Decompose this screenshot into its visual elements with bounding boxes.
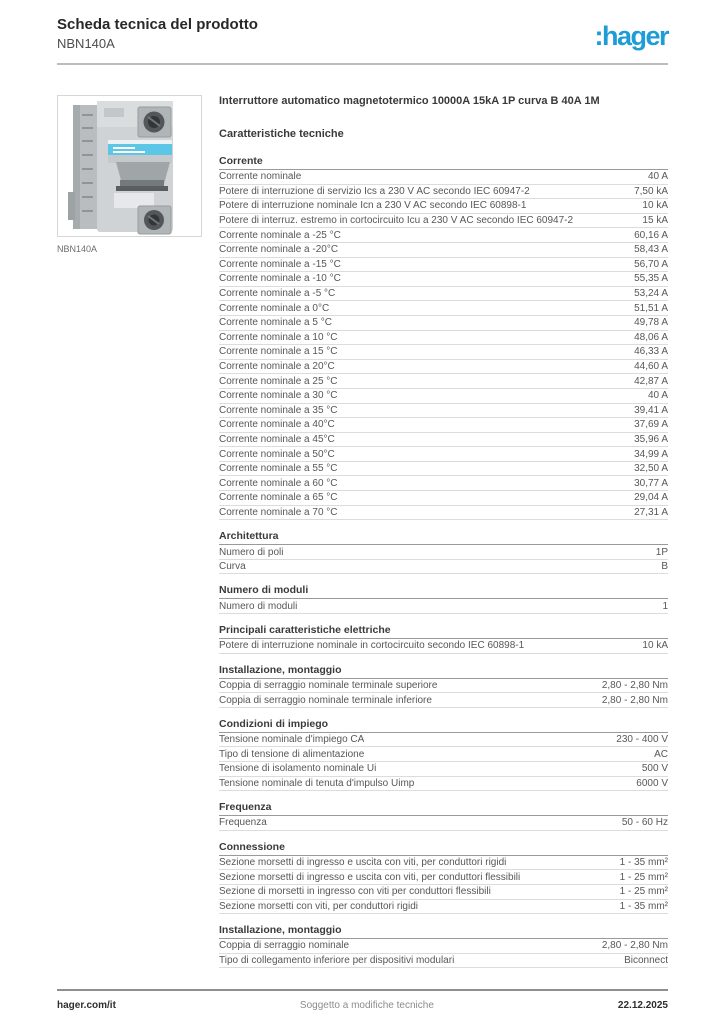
spec-value: 10 kA: [642, 200, 668, 212]
spec-label: Corrente nominale a 45°C: [219, 433, 335, 445]
spec-value: 58,43 A: [634, 244, 668, 256]
spec-row: [219, 777, 668, 792]
spec-row: [219, 170, 668, 185]
spec-value: 32,50 A: [634, 463, 668, 475]
spec-label: Corrente nominale a 50°C: [219, 448, 335, 460]
spec-value: 39,41 A: [634, 404, 668, 416]
spec-row: [219, 374, 668, 389]
spec-value: 7,50 kA: [634, 185, 668, 197]
spec-row: [219, 762, 668, 777]
spec-value: 10 kA: [642, 640, 668, 652]
spec-section: [219, 584, 668, 614]
spec-label: Tipo di collegamento inferiore per dispositivi modulari: [219, 955, 455, 967]
spec-label: Tipo di tensione di alimentazione: [219, 748, 365, 760]
spec-row: [219, 545, 668, 560]
spec-row: [219, 462, 668, 477]
spec-column: [219, 95, 668, 968]
footer-divider: [57, 989, 668, 991]
spec-section-title: Principali caratteristiche elettriche: [219, 624, 668, 639]
spec-value: 48,06 A: [634, 331, 668, 343]
spec-label: Corrente nominale a 35 °C: [219, 404, 338, 416]
spec-label: Sezione morsetti di ingresso e uscita con viti, per conduttori flessibili: [219, 871, 521, 883]
spec-value: 27,31 A: [634, 506, 668, 518]
spec-value: 50 - 60 Hz: [621, 817, 668, 829]
spec-value: 1P: [655, 546, 668, 558]
spec-value: 60,16 A: [634, 229, 668, 241]
spec-value: 1 - 25 mm²: [619, 886, 668, 898]
spec-value: 1 - 35 mm²: [619, 900, 668, 912]
spec-value: 35,96 A: [634, 433, 668, 445]
spec-label: Sezione morsetti di ingresso e uscita con viti, per conduttori rigidi: [219, 857, 507, 869]
spec-row: [219, 404, 668, 419]
spec-row: [219, 389, 668, 404]
spec-row: [219, 185, 668, 200]
spec-section: [219, 841, 668, 914]
spec-row: [219, 900, 668, 915]
spec-row: [219, 639, 668, 654]
spec-value: 15 kA: [642, 215, 668, 227]
footer-website: hager.com/it: [57, 1000, 116, 1011]
product-title: Interruttore automatico magnetotermico 10000A 15kA 1P curva B 40A 1M: [219, 95, 600, 107]
spec-value: AC: [654, 748, 668, 760]
header-divider: [57, 63, 668, 65]
spec-section-title: Frequenza: [219, 801, 668, 816]
spec-section-title: Connessione: [219, 841, 668, 856]
spec-row: [219, 599, 668, 614]
spec-label: Potere di interruzione di servizio Ics a 230 V AC secondo IEC 60947-2: [219, 185, 530, 197]
spec-label: Corrente nominale a 25 °C: [219, 375, 338, 387]
spec-label: Corrente nominale a 30 °C: [219, 390, 338, 402]
spec-label: Coppia di serraggio nominale: [219, 940, 350, 952]
page-title: Scheda tecnica del prodotto: [57, 16, 258, 33]
spec-label: Corrente nominale a 60 °C: [219, 477, 338, 489]
spec-label: Corrente nominale a 70 °C: [219, 506, 338, 518]
spec-label: Coppia di serraggio nominale terminale inferiore: [219, 694, 432, 706]
page-header: [57, 0, 668, 52]
spec-row: [219, 331, 668, 346]
characteristics-heading: Caratteristiche tecniche: [219, 128, 344, 140]
spec-value: 2,80 - 2,80 Nm: [601, 679, 668, 691]
footer-date: 22.12.2025: [617, 1000, 668, 1011]
product-image-caption: NBN140A: [57, 244, 98, 254]
spec-section: [219, 155, 668, 520]
spec-row: [219, 476, 668, 491]
spec-value: 42,87 A: [634, 375, 668, 387]
spec-label: Sezione morsetti con viti, per conduttori rigidi: [219, 900, 418, 912]
spec-label: Corrente nominale a 40°C: [219, 419, 335, 431]
spec-label: Tensione nominale d'impiego CA: [219, 734, 365, 746]
spec-value: 34,99 A: [634, 448, 668, 460]
spec-section-title: Numero di moduli: [219, 584, 668, 599]
spec-row: [219, 560, 668, 575]
spec-row: [219, 885, 668, 900]
spec-row: [219, 258, 668, 273]
product-image: [57, 95, 202, 237]
spec-section: [219, 624, 668, 654]
spec-label: Frequenza: [219, 817, 267, 829]
spec-row: [219, 272, 668, 287]
product-code: NBN140A: [57, 36, 115, 51]
spec-label: Potere di interruzione nominale in cortocircuito secondo IEC 60898-1: [219, 640, 525, 652]
product-image-column: [57, 95, 219, 968]
spec-value: 49,78 A: [634, 317, 668, 329]
spec-row: [219, 816, 668, 831]
spec-label: Corrente nominale: [219, 171, 302, 183]
spec-sections: [219, 155, 668, 968]
spec-row: [219, 228, 668, 243]
spec-section: [219, 801, 668, 831]
spec-row: [219, 856, 668, 871]
spec-row: [219, 954, 668, 969]
spec-value: 46,33 A: [634, 346, 668, 358]
spec-row: [219, 491, 668, 506]
spec-value: 29,04 A: [634, 492, 668, 504]
spec-row: [219, 679, 668, 694]
spec-value: 53,24 A: [634, 288, 668, 300]
footer-note: Soggetto a modifiche tecniche: [299, 1000, 434, 1011]
spec-label: Corrente nominale a 15 °C: [219, 346, 338, 358]
spec-label: Sezione di morsetti in ingresso con viti per conduttori flessibili: [219, 886, 491, 898]
spec-row: [219, 870, 668, 885]
spec-row: [219, 506, 668, 521]
spec-row: [219, 243, 668, 258]
spec-section-title: Corrente: [219, 155, 668, 170]
spec-label: Curva: [219, 561, 246, 573]
spec-value: 56,70 A: [634, 258, 668, 270]
spec-value: 230 - 400 V: [616, 734, 668, 746]
spec-value: 1 - 35 mm²: [619, 857, 668, 869]
page-footer: [57, 989, 668, 1011]
spec-value: 40 A: [647, 171, 668, 183]
spec-row: [219, 316, 668, 331]
spec-label: Corrente nominale a 5 °C: [219, 317, 332, 329]
spec-value: 44,60 A: [634, 361, 668, 373]
spec-section: [219, 718, 668, 791]
spec-value: Biconnect: [624, 955, 668, 967]
spec-label: Corrente nominale a -20°C: [219, 244, 339, 256]
spec-label: Corrente nominale a -15 °C: [219, 258, 341, 270]
spec-label: Corrente nominale a -5 °C: [219, 288, 336, 300]
mcb-illustration: [58, 96, 202, 237]
spec-label: Potere di interruz. estremo in cortocircuito Icu a 230 V AC secondo IEC 60947-2: [219, 215, 574, 227]
spec-label: Numero di poli: [219, 546, 284, 558]
main-content: [57, 95, 668, 968]
spec-label: Potere di interruzione nominale Icn a 230 V AC secondo IEC 60898-1: [219, 200, 527, 212]
spec-label: Corrente nominale a 55 °C: [219, 463, 338, 475]
spec-value: 500 V: [641, 763, 668, 775]
spec-label: Tensione nominale di tenuta d'impulso Uimp: [219, 777, 415, 789]
hager-logo: :hager: [594, 21, 668, 51]
footer-row: [57, 1000, 668, 1011]
spec-row: [219, 693, 668, 708]
spec-row: [219, 287, 668, 302]
spec-value: 40 A: [647, 390, 668, 402]
spec-row: [219, 418, 668, 433]
spec-row: [219, 939, 668, 954]
spec-section: [219, 530, 668, 574]
spec-row: [219, 301, 668, 316]
spec-row: [219, 433, 668, 448]
spec-label: Corrente nominale a -25 °C: [219, 229, 341, 241]
spec-value: B: [661, 561, 668, 573]
spec-section-title: Installazione, montaggio: [219, 924, 668, 939]
spec-label: Numero di moduli: [219, 600, 298, 612]
spec-row: [219, 214, 668, 229]
spec-row: [219, 447, 668, 462]
spec-label: Corrente nominale a 0°C: [219, 302, 330, 314]
spec-label: Tensione di isolamento nominale Ui: [219, 763, 377, 775]
spec-value: 55,35 A: [634, 273, 668, 285]
spec-section-title: Architettura: [219, 530, 668, 545]
spec-row: [219, 733, 668, 748]
spec-row: [219, 345, 668, 360]
spec-value: 30,77 A: [634, 477, 668, 489]
spec-row: [219, 199, 668, 214]
spec-label: Corrente nominale a 10 °C: [219, 331, 338, 343]
spec-label: Corrente nominale a -10 °C: [219, 273, 341, 285]
spec-section-title: Condizioni di impiego: [219, 718, 668, 733]
spec-label: Corrente nominale a 20°C: [219, 361, 335, 373]
spec-value: 37,69 A: [634, 419, 668, 431]
spec-row: [219, 747, 668, 762]
spec-value: 2,80 - 2,80 Nm: [601, 940, 668, 952]
spec-label: Coppia di serraggio nominale terminale superiore: [219, 679, 438, 691]
spec-section-title: Installazione, montaggio: [219, 664, 668, 679]
spec-value: 1 - 25 mm²: [619, 871, 668, 883]
spec-row: [219, 360, 668, 375]
spec-value: 1: [662, 600, 668, 612]
spec-section: [219, 664, 668, 708]
spec-value: 51,51 A: [634, 302, 668, 314]
spec-section: [219, 924, 668, 968]
header-titles: [57, 16, 258, 51]
spec-label: Corrente nominale a 65 °C: [219, 492, 338, 504]
spec-value: 6000 V: [636, 777, 668, 789]
spec-value: 2,80 - 2,80 Nm: [601, 694, 668, 706]
